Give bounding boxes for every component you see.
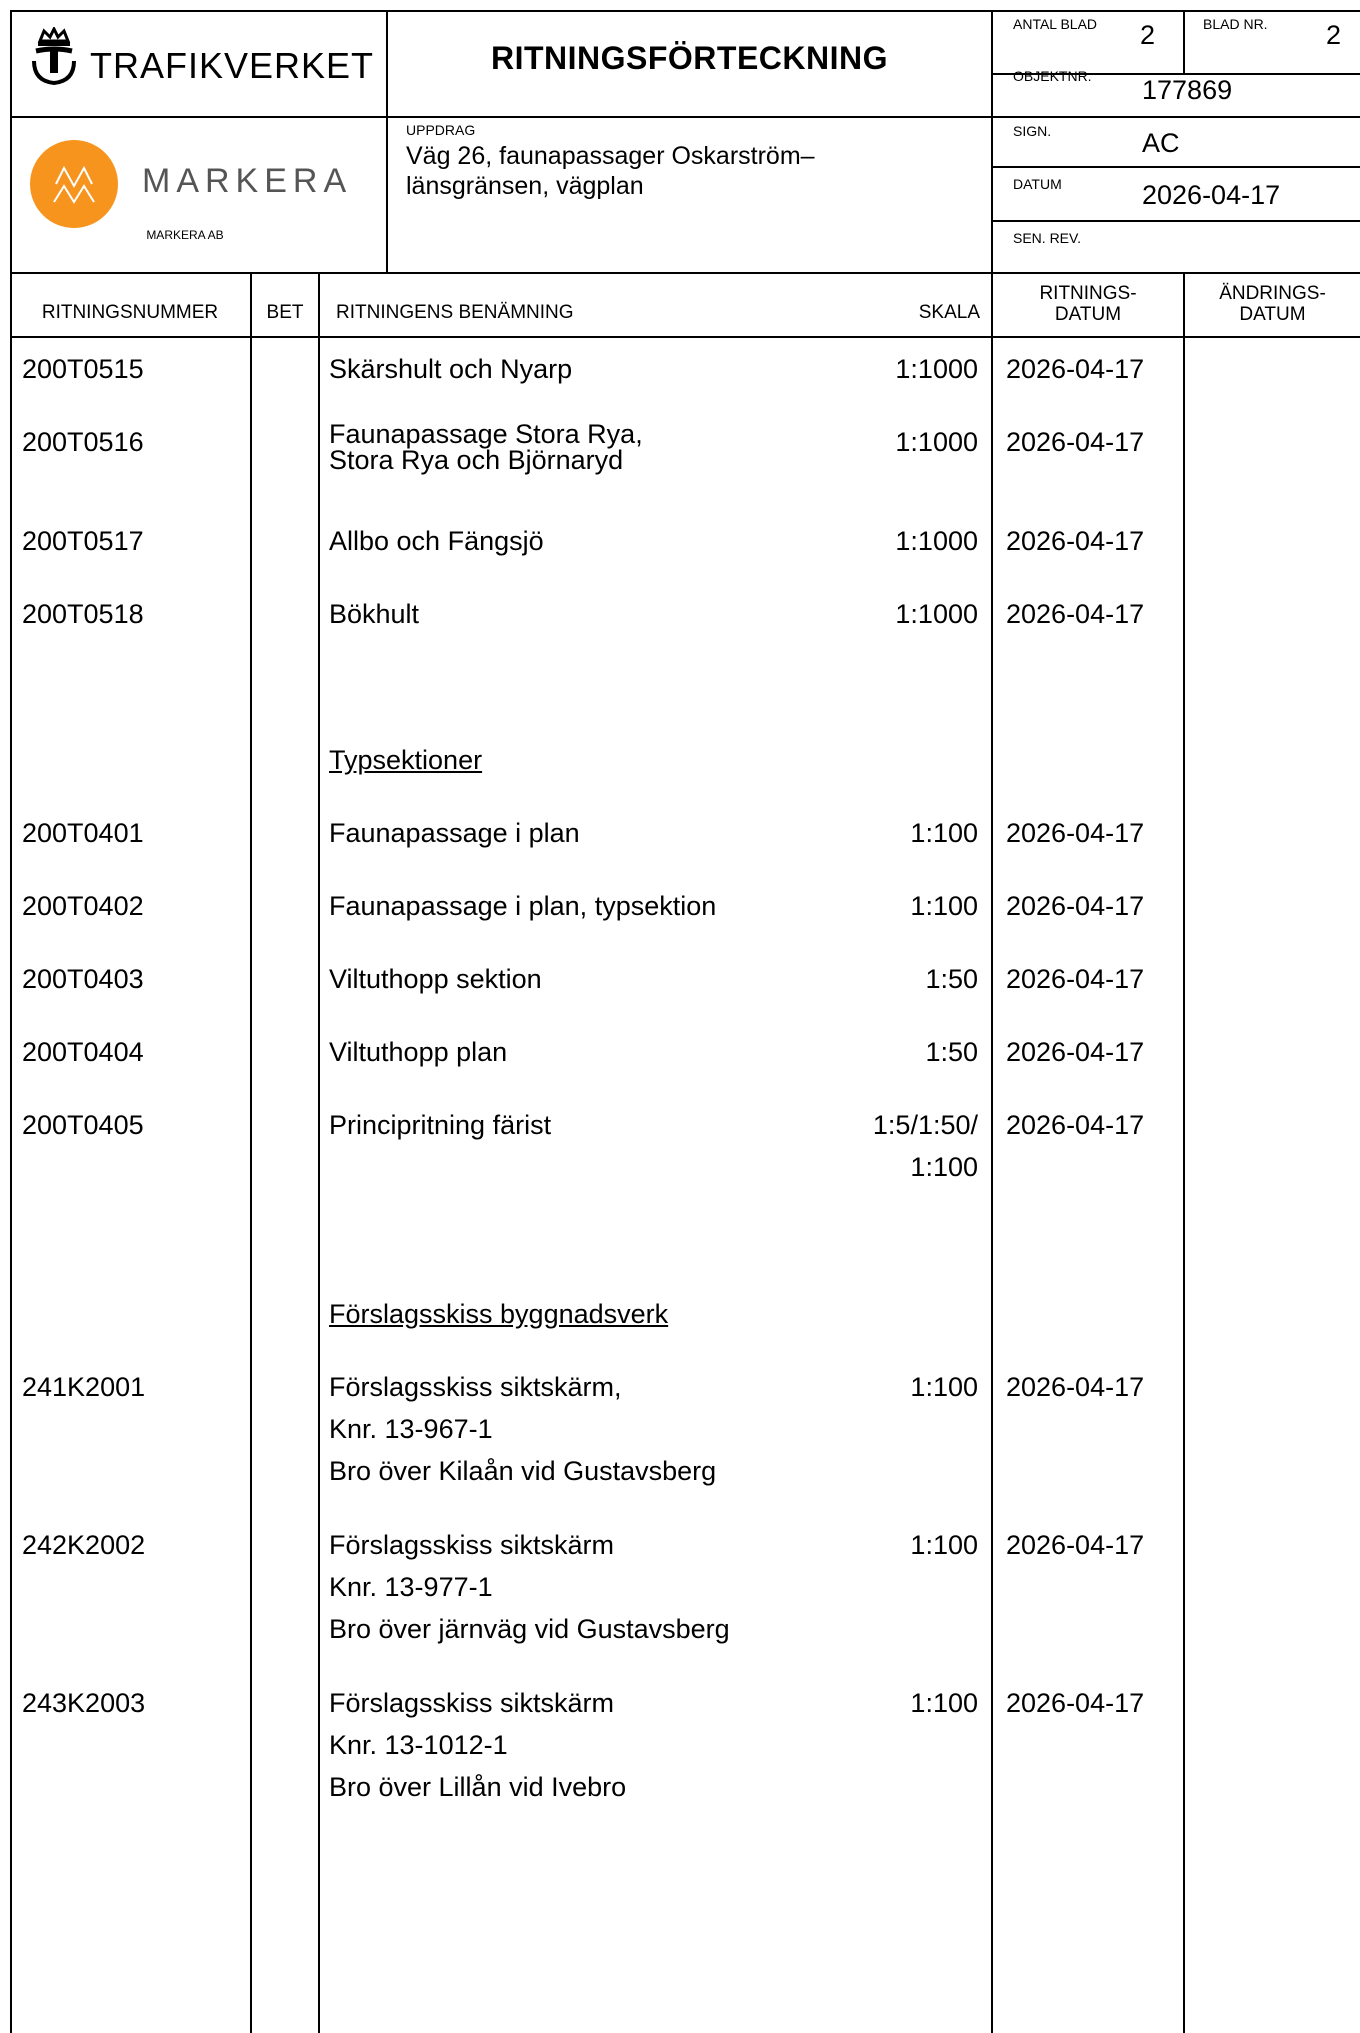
drawing-number: 200T0405 — [22, 1110, 144, 1140]
drawing-date: 2026-04-17 — [1006, 1372, 1145, 1402]
drawing-number: 242K2002 — [22, 1530, 146, 1560]
drawing-date: 2026-04-17 — [1006, 964, 1145, 994]
drawing-date: 2026-04-17 — [1006, 427, 1145, 457]
drawing-name-line: Förslagsskiss siktskärm — [329, 1688, 615, 1718]
drawing-name-line: Bro över Kilaån vid Gustavsberg — [329, 1456, 717, 1486]
sign-value: AC — [1142, 128, 1180, 158]
sen-rev-label: SEN. REV. — [1013, 230, 1081, 246]
col-andringsdatum-line-1: ÄNDRINGS- — [1219, 283, 1326, 304]
trafikverket-logo — [28, 25, 375, 95]
drawing-date: 2026-04-17 — [1006, 1688, 1145, 1718]
drawing-date: 2026-04-17 — [1006, 1530, 1145, 1560]
drawing-name-line: Bökhult — [329, 599, 420, 629]
col-bet: BET — [266, 302, 304, 323]
org-name: TRAFIKVERKET — [90, 45, 375, 86]
drawing-date: 2026-04-17 — [1006, 818, 1145, 848]
drawing-name-line: Förslagsskiss siktskärm, — [329, 1372, 622, 1402]
drawing-date: 2026-04-17 — [1006, 1110, 1145, 1140]
drawing-scale: 1:100 — [910, 818, 978, 848]
drawing-date: 2026-04-17 — [1006, 891, 1145, 921]
drawing-name-line: Bro över Lillån vid Ivebro — [329, 1772, 627, 1802]
drawing-name-line: Viltuthopp sektion — [329, 964, 542, 994]
drawing-scale: 1:5/1:50/ — [872, 1110, 978, 1140]
sign-label: SIGN. — [1013, 123, 1052, 139]
uppdrag-line-1: Väg 26, faunapassager Oskarström– — [406, 142, 815, 170]
datum-label: DATUM — [1013, 176, 1062, 192]
drawing-number: 200T0515 — [22, 354, 144, 384]
markera-logo — [30, 140, 353, 250]
drawing-scale: 1:100 — [910, 891, 978, 921]
drawing-date: 2026-04-17 — [1006, 526, 1145, 556]
drawing-number: 200T0401 — [22, 818, 144, 848]
drawing-name-line: Viltuthopp plan — [329, 1037, 508, 1067]
drawing-name-line: Knr. 13-977-1 — [329, 1572, 493, 1602]
drawing-name-line: Skärshult och Nyarp — [329, 354, 573, 384]
markera-mountain-icon — [30, 140, 118, 228]
drawing-number: 200T0404 — [22, 1037, 144, 1067]
objektnr-label: OBJEKTNR. — [1013, 68, 1092, 84]
drawing-scale: 1:1000 — [895, 599, 978, 629]
col-ritningsdatum-line-1: RITNINGS- — [1039, 283, 1137, 304]
drawing-name-line: Faunapassage Stora Rya, — [329, 419, 643, 449]
drawing-number: 241K2001 — [22, 1372, 146, 1402]
drawing-number: 200T0518 — [22, 599, 144, 629]
col-andringsdatum-line-2: DATUM — [1239, 304, 1306, 325]
drawing-name-line: Förslagsskiss siktskärm — [329, 1530, 615, 1560]
drawing-name-line: Principritning färist — [329, 1110, 552, 1140]
drawing-name-line: Faunapassage i plan, typsektion — [329, 891, 717, 921]
drawing-date: 2026-04-17 — [1006, 1037, 1145, 1067]
col-ritningsdatum — [993, 283, 1183, 325]
drawing-number: 200T0516 — [22, 427, 144, 457]
crown-t-icon — [28, 27, 80, 89]
consultant-name: MARKERA — [142, 162, 353, 200]
document-title: RITNINGSFÖRTECKNING — [490, 40, 889, 76]
drawing-date: 2026-04-17 — [1006, 354, 1145, 384]
col-ritningsnummer: RITNINGSNUMMER — [41, 302, 219, 323]
uppdrag-line-2: länsgränsen, vägplan — [406, 172, 644, 200]
section-heading: Typsektioner — [329, 745, 483, 775]
drawing-scale: 1:100 — [910, 1152, 978, 1182]
drawing-number: 200T0402 — [22, 891, 144, 921]
objektnr-value: 177869 — [1142, 75, 1233, 105]
drawing-name-line: Stora Rya och Björnaryd — [329, 445, 624, 475]
drawing-name-line: Knr. 13-967-1 — [329, 1414, 493, 1444]
drawing-number: 243K2003 — [22, 1688, 146, 1718]
drawing-name-line: Faunapassage i plan — [329, 818, 580, 848]
drawing-name-line: Knr. 13-1012-1 — [329, 1730, 508, 1760]
uppdrag-label: UPPDRAG — [406, 122, 476, 138]
drawing-date: 2026-04-17 — [1006, 599, 1145, 629]
drawing-name-line: Bro över järnväg vid Gustavsberg — [329, 1614, 730, 1644]
drawing-scale: 1:100 — [910, 1530, 978, 1560]
drawing-scale: 1:50 — [925, 964, 978, 994]
drawing-scale: 1:1000 — [895, 354, 978, 384]
drawing-number: 200T0517 — [22, 526, 144, 556]
col-ritningsdatum-line-2: DATUM — [1054, 304, 1122, 325]
antal-blad-label: ANTAL BLAD — [1013, 16, 1098, 32]
consultant-subtitle: MARKERA AB — [146, 228, 224, 242]
section-heading: Förslagsskiss byggnadsverk — [329, 1299, 669, 1329]
drawing-number: 200T0403 — [22, 964, 144, 994]
drawing-scale: 1:100 — [910, 1688, 978, 1718]
drawing-scale: 1:1000 — [895, 526, 978, 556]
col-andringsdatum — [1185, 283, 1360, 325]
antal-blad-value: 2 — [1140, 20, 1156, 50]
blad-nr-value: 2 — [1326, 20, 1342, 50]
drawing-scale: 1:1000 — [895, 427, 978, 457]
col-skala: SKALA — [918, 302, 980, 323]
blad-nr-label: BLAD NR. — [1203, 16, 1268, 32]
datum-value: 2026-04-17 — [1142, 180, 1281, 210]
col-benamning: RITNINGENS BENÄMNING — [336, 302, 574, 323]
drawing-scale: 1:50 — [925, 1037, 978, 1067]
drawing-scale: 1:100 — [910, 1372, 978, 1402]
drawing-name-line: Allbo och Fängsjö — [329, 526, 544, 556]
